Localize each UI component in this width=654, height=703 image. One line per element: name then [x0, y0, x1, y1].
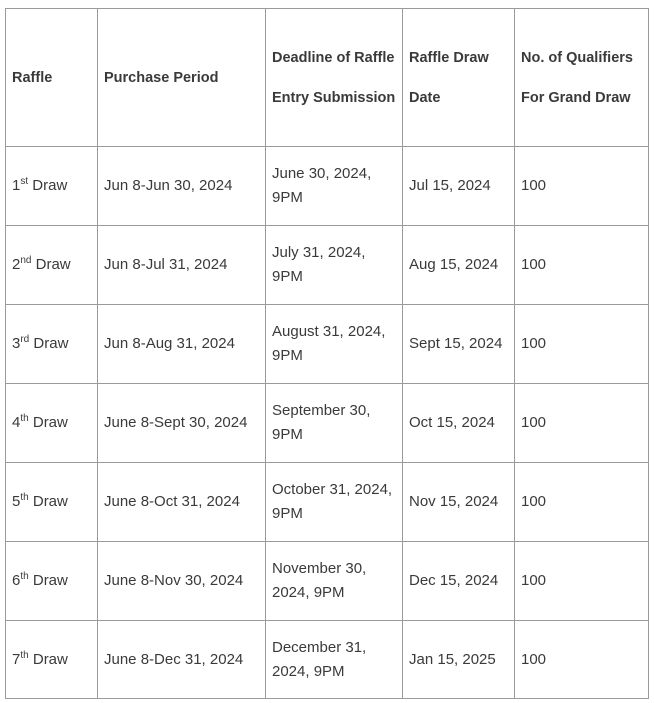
table-row: [6, 384, 649, 463]
raffle-cell: [6, 305, 98, 384]
entry-deadline-cell: August 31, 2024, 9PM: [266, 305, 403, 384]
draw-label: Draw: [33, 335, 69, 352]
draw-label: Draw: [35, 256, 71, 273]
table-row: [6, 621, 649, 699]
table-row: [6, 147, 649, 226]
draw-label: Draw: [32, 650, 68, 668]
draw-label: Draw: [32, 177, 68, 194]
header-purchase-period: Purchase Period: [98, 9, 266, 147]
draw-label: Draw: [32, 493, 68, 510]
draw-date-cell: Dec 15, 2024: [403, 542, 515, 621]
draw-number: 6: [12, 572, 21, 589]
ordinal-suffix: rd: [20, 334, 30, 345]
qualifiers-cell: 100: [515, 305, 649, 384]
raffle-cell: [6, 463, 98, 542]
draw-number: 7: [12, 650, 21, 668]
ordinal-suffix: th: [20, 649, 29, 661]
raffle-cell: [6, 384, 98, 463]
draw-date-cell: Nov 15, 2024: [403, 463, 515, 542]
draw-number: 2: [12, 256, 21, 273]
table-row: [6, 226, 649, 305]
draw-number: 1: [12, 177, 21, 194]
ordinal-suffix: th: [20, 492, 29, 503]
draw-date-cell: Sept 15, 2024: [403, 305, 515, 384]
draw-number: 5: [12, 493, 21, 510]
raffle-schedule-table: [5, 8, 649, 699]
raffle-cell: [6, 147, 98, 226]
entry-deadline-cell: June 30, 2024, 9PM: [266, 147, 403, 226]
ordinal-suffix: nd: [20, 255, 32, 266]
draw-label: Draw: [32, 572, 68, 589]
raffle-cell: [6, 621, 98, 699]
draw-number: 4: [12, 414, 21, 431]
header-qualifiers: No. of Qualifiers For Grand Draw: [515, 9, 649, 147]
header-entry-deadline: Deadline of Raffle Entry Submission: [266, 9, 403, 147]
draw-date-cell: Aug 15, 2024: [403, 226, 515, 305]
draw-date-cell: Oct 15, 2024: [403, 384, 515, 463]
qualifiers-cell: 100: [515, 147, 649, 226]
qualifiers-cell: 100: [515, 621, 649, 699]
entry-deadline-cell: July 31, 2024, 9PM: [266, 226, 403, 305]
table-row: [6, 463, 649, 542]
entry-deadline-cell: December 31, 2024, 9PM: [266, 621, 403, 699]
header-raffle: Raffle: [6, 9, 98, 147]
entry-deadline-cell: September 30, 9PM: [266, 384, 403, 463]
ordinal-suffix: th: [20, 571, 29, 582]
table-row: [6, 542, 649, 621]
entry-deadline-cell: November 30, 2024, 9PM: [266, 542, 403, 621]
qualifiers-cell: 100: [515, 384, 649, 463]
purchase-period-cell: June 8-Nov 30, 2024: [98, 542, 266, 621]
purchase-period-cell: June 8-Oct 31, 2024: [98, 463, 266, 542]
purchase-period-cell: Jun 8-Jun 30, 2024: [98, 147, 266, 226]
qualifiers-cell: 100: [515, 542, 649, 621]
qualifiers-cell: 100: [515, 463, 649, 542]
table-body: [6, 147, 649, 699]
purchase-period-cell: Jun 8-Aug 31, 2024: [98, 305, 266, 384]
draw-label: Draw: [32, 414, 68, 431]
ordinal-suffix: th: [20, 413, 29, 424]
draw-date-cell: Jul 15, 2024: [403, 147, 515, 226]
table-header-row: [6, 9, 649, 147]
draw-date-cell: Jan 15, 2025: [403, 621, 515, 699]
draw-number: 3: [12, 335, 21, 352]
purchase-period-cell: June 8-Dec 31, 2024: [98, 621, 266, 699]
purchase-period-cell: Jun 8-Jul 31, 2024: [98, 226, 266, 305]
entry-deadline-cell: October 31, 2024, 9PM: [266, 463, 403, 542]
purchase-period-cell: June 8-Sept 30, 2024: [98, 384, 266, 463]
raffle-cell: [6, 542, 98, 621]
header-draw-date: Raffle Draw Date: [403, 9, 515, 147]
ordinal-suffix: st: [20, 176, 29, 187]
table-row: [6, 305, 649, 384]
qualifiers-cell: 100: [515, 226, 649, 305]
raffle-cell: [6, 226, 98, 305]
